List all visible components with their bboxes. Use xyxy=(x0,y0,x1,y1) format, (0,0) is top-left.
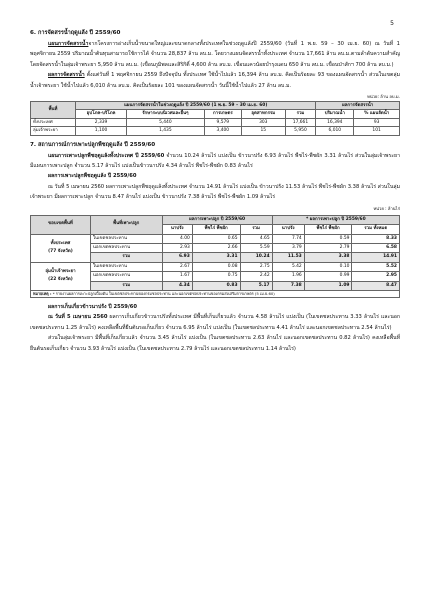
t2-col-plan-group: ผลการเพาะปลูก ปี 2559/60 xyxy=(162,215,272,224)
section-7-plan-paragraph xyxy=(30,151,400,172)
t2-col-result-group: * ผลการเพาะปลูก ปี 2559/60 xyxy=(272,215,399,224)
cell: 2.42 xyxy=(240,272,272,281)
t2-col-area: พื้นที่เพาะปลูก xyxy=(90,215,162,234)
cell: 3.31 xyxy=(192,253,240,262)
t1-col-result-group: ผลการจัดสรรน้ำ xyxy=(316,102,400,110)
t1-result-col: % แผนจัดน้ำ xyxy=(354,110,400,118)
region-name: ลุ่มน้ำเจ้าพระยา xyxy=(45,268,76,274)
section-6-heading: 6. การจัดสรรน้ำฤดูแล้ง ปี 2559/60 xyxy=(30,30,121,36)
section-7-result-heading: ผลการเพาะปลูกพืชฤดูแล้ง ปี 2559/60 xyxy=(48,173,137,180)
cell: 3.38 xyxy=(304,253,352,262)
cell: 7.74 xyxy=(272,234,304,243)
t1-plan-col: รวม xyxy=(285,110,316,118)
section-7-result-paragraph: ณ วันที่ 5 เมษายน 2560 ผลการเพาะปลูกพืชฤดูแล้งทั้งประเทศ จำนวน 14.91 ล้านไร่ แบ่งเป็น ข้าวนาปรัง 11.53 ล้านไร่ พืชไร่-พืชผัก 3.38 ล้านไร่ ส่วนในลุ่มเจ้าพระยา มีผลการเพาะปลูก จำนวน 8.47 ล้านไร่ แบ่งเป็น ข้าวนาปรัง 7.38 ล้านไร่ พืชไร่-พืชผัก 1.09 ล้านไร่ xyxy=(30,183,400,201)
table1-unit: หน่วย: ล้าน ลบ.ม. xyxy=(367,94,400,100)
date-lead: ณ วันที่ 5 เมษายน 2560 xyxy=(48,314,108,321)
cell: 4.65 xyxy=(240,234,272,243)
total-label: รวม xyxy=(90,281,162,290)
table-row xyxy=(31,118,400,126)
page-number: 5 xyxy=(390,20,394,27)
cell: 9,579 xyxy=(204,118,241,126)
t2-plan-col: พืชไร่ พืชผัก xyxy=(192,225,240,234)
cell: 11.53 xyxy=(272,253,304,262)
row-label: ในเขตชลประทาน xyxy=(90,262,162,271)
cell: 8.33 xyxy=(352,234,400,243)
region-sub: (77 จังหวัด) xyxy=(48,249,73,255)
cell: 10.24 xyxy=(240,253,272,262)
plan-text: จากโครงการอ่างเก็บน้ำขนาดใหญ่และขนาดกลางทั้งประเทศในช่วงฤดูแล้งปี 2559/60 (วันที่ 1 พ.ย. 59 – 30 เม.ย. 60) ณ วันที่ 1 พฤศจิกายน 2559 ปริมาณน้ำต้นทุนสามารถใช้การได้ จำนวน 28,837 ล้าน ลบ.ม. โดยวางแผนจัดสรรน้ำทั้งประเทศ จำนวน 17,661 ล้าน ลบ.ม.ตามลำดับความสำคัญ โดยจัดสรรน้ำในลุ่มเจ้าพระยา 5,950 ล้าน ลบ.ม. (เขื่อนภูมิพลและสิริกิติ์ 4,600 ล้าน ลบ.ม. เขื่อนแควน้อยบำรุงแดน 650 ล้าน ลบ.ม. เขื่อนป่าสักฯ 700 ล้าน ลบ.ม.) xyxy=(30,41,400,68)
row-label: ทั้งประเทศ xyxy=(31,118,76,126)
cell: 0.08 xyxy=(192,262,240,271)
note-text: * รายงานผลการเพาะปลูกเบื้องต้น ในเขตชลประทานของกรมชลประทาน และนอกเขตชลประทานของกรมส่งเสริมการเกษตร (5 เม.ย.60) xyxy=(52,290,275,296)
water-allocation-table xyxy=(30,101,400,136)
section-8-paragraph-2: ส่วนในลุ่มเจ้าพระยา มีพื้นที่เก็บเกี่ยวแล้ว จำนวน 3.45 ล้านไร่ แบ่งเป็น (ในเขตชลประทาน 2.63 ล้านไร่ และนอกเขตชลประทาน 0.82 ล้านไร่) คงเหลือพื้นที่ยืนต้นรอเก็บเกี่ยว จำนวน 3.93 ล้านไร่ แบ่งเป็น (ในเขตชลประทาน 2.79 ล้านไร่ และนอกเขตชลประทาน 1.14 ล้านไร่) xyxy=(30,335,400,352)
cell: 7.38 xyxy=(272,281,304,290)
plan-label: แผนการจัดสรรน้ำ xyxy=(48,41,89,47)
cell: 3,400 xyxy=(204,127,241,135)
cell: 2,339 xyxy=(76,118,127,126)
t1-result-col: ปริมาณน้ำ xyxy=(316,110,354,118)
t2-result-col: รวม ทั้งหมด xyxy=(352,225,400,234)
region-cell xyxy=(31,234,91,262)
section-8-paragraph-1 xyxy=(30,312,400,333)
cell: 6.58 xyxy=(352,243,400,252)
cell: 1.67 xyxy=(162,272,192,281)
cell: 5,440 xyxy=(127,118,205,126)
t2-plan-col: รวม xyxy=(240,225,272,234)
cell: 5.17 xyxy=(240,281,272,290)
cell: 5.52 xyxy=(352,262,400,271)
cell: 2.95 xyxy=(352,272,400,281)
table-note xyxy=(30,291,400,298)
cell: 0.99 xyxy=(304,272,352,281)
cell: 303 xyxy=(242,118,286,126)
p1-text: ผลการเก็บเกี่ยวข้าวนาปรังทั้งประเทศ มีพื้นที่เก็บเกี่ยวแล้ว จำนวน 4.58 ล้านไร่ แบ่งเป็น (ในเขตชลประทาน 3.33 ล้านไร่ และนอกเขตชลประทาน 1.25 ล้านไร่) คงเหลือพื้นที่ยืนต้นรอเก็บเกี่ยว จำนวน 6.95 ล้านไร่ แบ่งเป็น (ในเขตชลประทาน 4.41 ล้านไร่ และนอกเขตชลประทาน 2.54 ล้านไร่) xyxy=(30,314,400,331)
cell: 6,010 xyxy=(316,127,354,135)
row-label: ลุ่มเจ้าพระยา xyxy=(31,127,76,135)
cell: 1.96 xyxy=(272,272,304,281)
cell: 5.42 xyxy=(272,262,304,271)
cell: 8.47 xyxy=(352,281,400,290)
cell: 14.91 xyxy=(352,253,400,262)
result-label: ผลการจัดสรรน้ำ xyxy=(48,72,85,79)
row-label: นอกเขตชลประทาน xyxy=(90,272,162,281)
section-6-result-paragraph xyxy=(30,70,400,91)
cell: 0.75 xyxy=(192,272,240,281)
result-text: ตั้งแต่วันที่ 1 พฤศจิกายน 2559 ถึงปัจจุบัน ทั้งประเทศ ใช้น้ำไปแล้ว 16,394 ล้าน ลบ.ม. คิดเป็นร้อยละ 93 ของแผนจัดสรรน้ำ ส่วนในเขตลุ่มน้ำเจ้าพระยา ใช้น้ำไปแล้ว 6,010 ล้าน ลบ.ม. คิดเป็นร้อยละ 101 ของแผนจัดสรรน้ำ วันนี้ใช้น้ำไปแล้ว 27 ล้าน ลบ.ม. xyxy=(30,72,400,89)
t1-col-plan-group: แผนการจัดสรรน้ำในช่วงฤดูแล้ง ปี 2559/60 (1 พ.ย. 59 – 30 เม.ย. 60) xyxy=(76,102,316,110)
cell: 4.34 xyxy=(162,281,192,290)
cell: 5.59 xyxy=(240,243,272,252)
section-7-heading: 7. สถานการณ์การเพาะปลูกพืชฤดูแล้ง ปี 2559/60 xyxy=(30,141,156,148)
document-body xyxy=(30,28,400,354)
plan-text: จำนวน 10.24 ล้านไร่ แบ่งเป็น ข้าวนาปรัง 6.93 ล้านไร่ พืชไร่-พืชผัก 3.31 ล้านไร่ ส่วนในลุ่มเจ้าพระยา มีแผนการเพาะปลูก จำนวน 5.17 ล้านไร่ แบ่งเป็นข้าวนาปรัง 4.34 ล้านไร่ พืชไร่-พืชผัก 0.83 ล้านไร่ xyxy=(30,152,400,170)
section-6-plan-paragraph xyxy=(30,39,400,70)
t1-plan-col: อุตสาหกรรม xyxy=(242,110,286,118)
region-name: ทั้งประเทศ xyxy=(50,240,71,246)
cell: 15 xyxy=(242,127,286,135)
cell: 17,661 xyxy=(285,118,316,126)
crop-planting-table xyxy=(30,215,400,291)
cell: 2.75 xyxy=(240,262,272,271)
t2-result-col: พืชไร่ พืชผัก xyxy=(304,225,352,234)
region-cell xyxy=(31,262,91,290)
t2-col-region: ขอบเขตพื้นที่ xyxy=(31,215,91,234)
cell: 6.93 xyxy=(162,253,192,262)
table-row xyxy=(31,262,400,271)
cell: 3.79 xyxy=(272,243,304,252)
t2-plan-col: นาปรัง xyxy=(162,225,192,234)
cell: 0.83 xyxy=(192,281,240,290)
t1-col-area: พื้นที่ xyxy=(31,102,76,119)
t1-plan-col: การเกษตร xyxy=(204,110,241,118)
cell: 4.00 xyxy=(162,234,192,243)
table-row xyxy=(31,234,400,243)
section-8-heading: ผลการเก็บเกี่ยวข้าวนาปรัง ปี 2559/60 xyxy=(48,303,138,310)
cell: 0.65 xyxy=(192,234,240,243)
t2-result-col: นาปรัง xyxy=(272,225,304,234)
t1-plan-col: รักษาระบบนิเวศและอื่นๆ xyxy=(127,110,205,118)
cell: 2.66 xyxy=(192,243,240,252)
row-label: นอกเขตชลประทาน xyxy=(90,243,162,252)
table2-unit: หน่วย : ล้านไร่ xyxy=(373,205,400,211)
cell: 5,950 xyxy=(285,127,316,135)
table-row xyxy=(31,127,400,135)
plan-heading: แผนการเพาะปลูกพืชฤดูแล้งทั้งประเทศ ปี 2559/60 xyxy=(48,152,165,159)
cell: 2.67 xyxy=(162,262,192,271)
cell: 0.10 xyxy=(304,262,352,271)
total-label: รวม xyxy=(90,253,162,262)
row-label: ในเขตชลประทาน xyxy=(90,234,162,243)
cell: 93 xyxy=(354,118,400,126)
cell: 2.93 xyxy=(162,243,192,252)
region-sub: (22 จังหวัด) xyxy=(48,277,73,283)
cell: 16,394 xyxy=(316,118,354,126)
cell: 2.79 xyxy=(304,243,352,252)
t1-plan-col: อุปโภค-บริโภค xyxy=(76,110,127,118)
cell: 0.59 xyxy=(304,234,352,243)
note-label: หมายเหตุ : xyxy=(33,290,52,296)
cell: 1.09 xyxy=(304,281,352,290)
cell: 1,435 xyxy=(127,127,205,135)
cell: 101 xyxy=(354,127,400,135)
cell: 1,100 xyxy=(76,127,127,135)
